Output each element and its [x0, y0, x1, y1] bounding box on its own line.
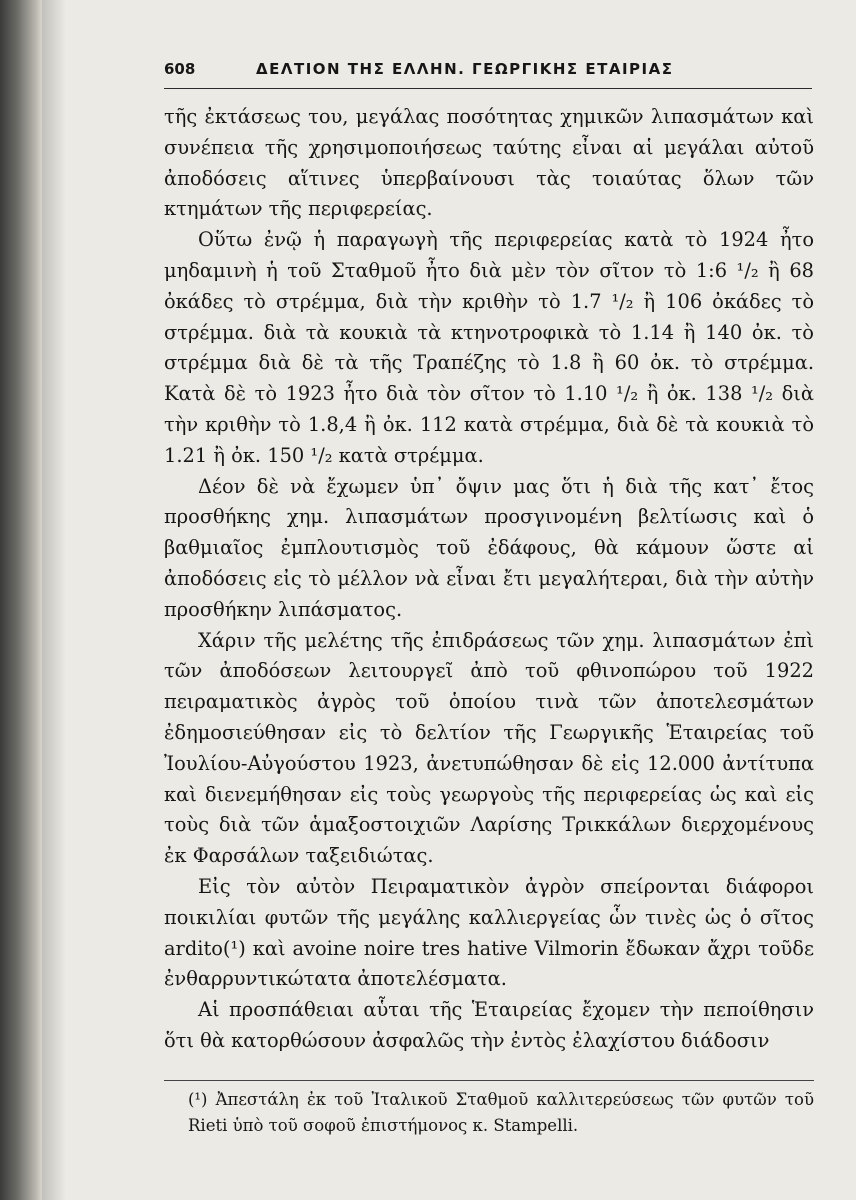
page-header — [164, 58, 812, 89]
footnote-1: (¹) Ἀπεστάλη ἐκ τοῦ Ἰταλικοῦ Σταθμοῦ καλλιτερεύσεως τῶν φυτῶν τοῦ Rieti ὑπὸ τοῦ σοφοῦ ἐπιστήμονος κ. Stampelli. — [188, 1090, 814, 1135]
footnotes — [164, 1080, 814, 1139]
paragraph-yields: Οὕτω ἐνῷ ἡ παραγωγὴ τῆς περιφερείας κατὰ τὸ 1924 ἦτο μηδαμινὴ ἡ τοῦ Σταθμοῦ ἦτο διὰ μὲν τὸν σῖτον τὸ 1:6 ¹/₂ ἢ 68 ὀκάδες τὸ στρέμμα, διὰ τὴν κριθὴν τὸ 1.7 ¹/₂ ἢ 106 ὀκάδες τὸ στρέμμα. διὰ τὰ κουκιὰ τὰ κτηνοτροφικὰ τὸ 1.14 ἢ 140 ὀκ. τὸ στρέμμα διὰ δὲ τὰ τῆς Τραπέζης τὸ 1.8 ἢ 60 ὀκ. τὸ στρέμμα. Κατὰ δὲ τὸ 1923 ἦτο διὰ τὸν σῖτον τὸ 1.10 ¹/₂ ἢ ὀκ. 138 ¹/₂ διὰ τὴν κριθὴν τὸ 1.8,4 ἢ ὀκ. 112 κατὰ στρέμμα, διὰ δὲ τὰ κουκιὰ τὸ 1.21 ἢ ὀκ. 150 ¹/₂ κατὰ στρέμμα. — [164, 228, 814, 467]
running-title: ΔΕΛΤΙΟΝ ΤΗΣ ΕΛΛΗΝ. ΓΕΩΡΓΙΚΗΣ ΕΤΑΙΡΙΑΣ — [256, 60, 674, 78]
paragraph-experimental-field: Χάριν τῆς μελέτης τῆς ἐπιδράσεως τῶν χημ. λιπασμάτων ἐπὶ τῶν ἀποδόσεων λειτουργεῖ ἀπὸ τοῦ φθινοπώρου τοῦ 1922 πειραματικὸς ἀγρὸς τοῦ ὁποίου τινὰ τῶν ἀποτελεσμάτων ἐδημοσιεύθησαν εἰς τὸ δελτίον τῆς Γεωργικῆς Ἑταιρείας τοῦ Ἰουλίου-Αὐγούστου 1923, ἀνετυπώθησαν δὲ εἰς 12.000 ἀντίτυπα καὶ διενεμήθησαν εἰς τοὺς γεωργοὺς τῆς περιφερείας ὡς καὶ εἰς τοὺς διὰ τῶν ἁμαξοστοιχιῶν Λαρίσης Τρικκάλων διερχομένους ἐκ Φαρσάλων ταξειδιώτας. — [164, 628, 814, 868]
body-text — [164, 102, 814, 1057]
paragraph-varieties: Εἰς τὸν αὐτὸν Πειραματικὸν ἀγρὸν σπείρονται διάφοροι ποικιλίαι φυτῶν τῆς μεγάλης καλλιεργείας ὧν τινὲς ὡς ὁ σῖτος ardito(¹) καὶ avoine noire tres hative Vilmorin ἔδωκαν ἄχρι τοῦδε ἐνθαρρυντικώτατα ἀποτελέσματα. — [164, 874, 814, 991]
paragraph-efforts: Αἱ προσπάθειαι αὗται τῆς Ἑταιρείας ἔχομεν τὴν πεποίθησιν ὅτι θὰ κατορθώσουν ἀσφαλῶς τὴν ἐντὸς ἐλαχίστου διάδοσιν — [164, 998, 814, 1052]
book-binding-shadow — [0, 0, 42, 1200]
paragraph-soil-improvement: Δέον δὲ νὰ ἔχωμεν ὑπ᾿ ὄψιν μας ὅτι ἡ διὰ τῆς κατ᾿ ἔτος προσθήκης χημ. λιπασμάτων προσγινομένη βελτίωσις καὶ ὁ βαθμιαῖος ἐμπλουτισμὸς τοῦ ἐδάφους, θὰ κάμουν ὥστε αἱ ἀποδόσεις εἰς τὸ μέλλον νὰ εἶναι ἔτι μεγαλήτεραι, διὰ τὴν αὐτὴν προσθήκην λιπάσματος. — [164, 474, 814, 621]
book-page — [42, 0, 856, 1200]
paragraph-continuation: τῆς ἐκτάσεως του, μεγάλας ποσότητας χημικῶν λιπασμάτων καὶ συνέπεια τῆς χρησιμοποιήσεως ταύτης εἶναι αἱ μεγάλαι αὐτοῦ ἀποδόσεις αἵτινες ὑπερβαίνουσι τὰς τοιαύτας ὅλων τῶν κτημάτων τῆς περιφερείας. — [164, 105, 814, 221]
page-number: 608 — [164, 60, 196, 78]
